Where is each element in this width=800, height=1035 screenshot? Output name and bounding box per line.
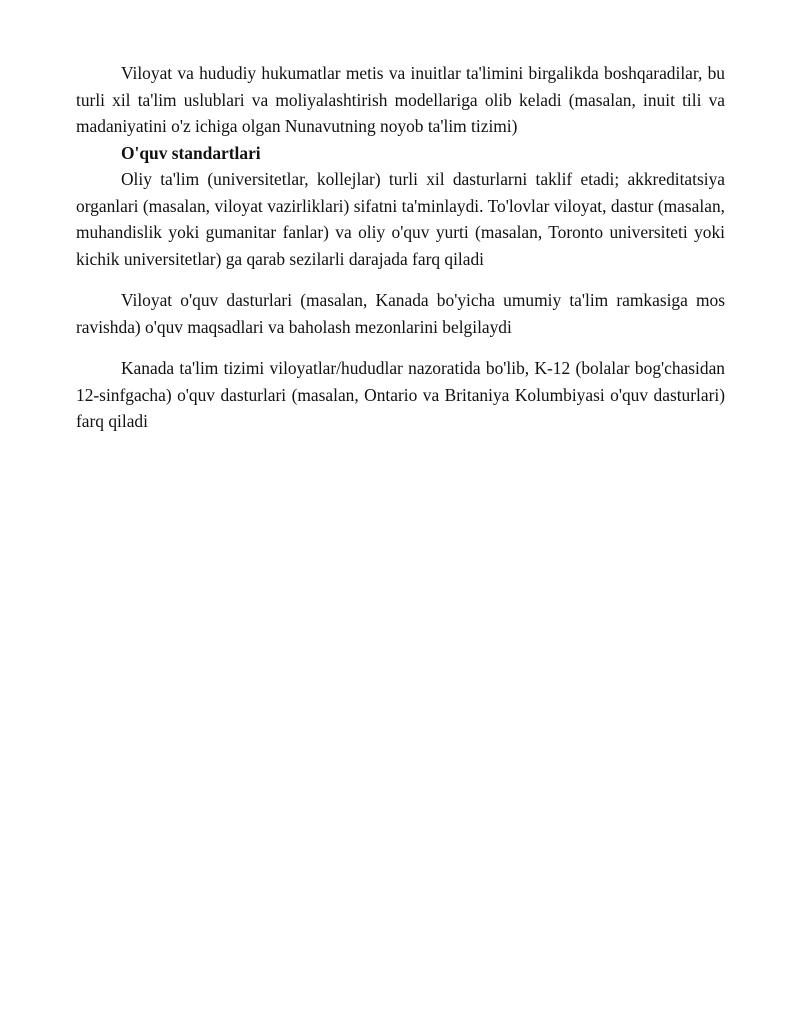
paragraph-k12-system: Kanada ta'lim tizimi viloyatlar/hududlar nazoratida bo'lib, K-12 (bolalar bog'chasidan 12-sinfgacha) o'quv dasturlari (masalan, Ontario va Britaniya Kolumbiyasi o'quv dasturlari) farq qiladi bbox=[76, 358, 725, 431]
section-heading: O'quv standartlari bbox=[121, 142, 261, 163]
paragraph-governance: Viloyat va hududiy hukumatlar metis va inuitlar ta'limini birgalikda boshqaradilar, bu turli xil ta'lim uslublari va moliyalashtirish modellariga olib keladi (masalan, inuit tili va madaniyatini o'z ichiga olgan Nunavutning noyob ta'lim tizimi) bbox=[76, 63, 725, 136]
paragraph-provincial-curricula: Viloyat o'quv dasturlari (masalan, Kanada bo'yicha umumiy ta'lim ramkasiga mos ravishda) o'quv maqsadlari va baholash mezonlarini belgilaydi bbox=[76, 290, 725, 337]
document-page bbox=[76, 60, 725, 435]
paragraph-higher-education: Oliy ta'lim (universitetlar, kollejlar) turli xil dasturlarni taklif etadi; akkreditatsiya organlari (masalan, viloyat vazirliklari) sifatni ta'minlaydi. To'lovlar viloyat, dastur (masalan, muhandislik yoki gumanitar fanlar) va oliy o'quv yurti (masalan, Toronto universiteti yoki kichik universitetlar) ga qarab sezilarli darajada farq qiladi bbox=[76, 169, 725, 269]
